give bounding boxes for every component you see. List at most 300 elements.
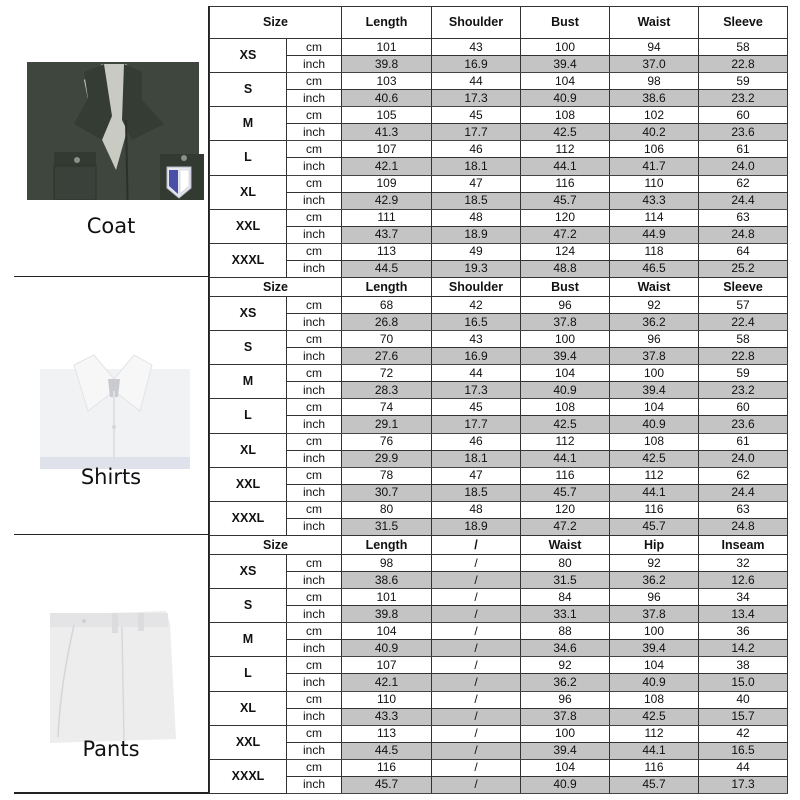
measurement-cell: 92 (521, 657, 610, 674)
measurement-cell: / (432, 691, 521, 708)
measurement-cell: 108 (521, 399, 610, 416)
measurement-cell: 108 (610, 691, 699, 708)
measurement-cell: 104 (521, 365, 610, 382)
table-row (210, 141, 788, 158)
measurement-cell: 76 (342, 433, 432, 450)
measurement-cell: 111 (342, 209, 432, 226)
measurement-cell: 48.8 (521, 260, 610, 277)
table-row (210, 331, 788, 348)
measurement-cell: 100 (521, 725, 610, 742)
column-header: Waist (521, 536, 610, 555)
measurement-cell: 116 (521, 467, 610, 484)
unit-label: cm (287, 297, 342, 314)
measurement-cell: 23.6 (699, 124, 788, 141)
column-header: / (432, 536, 521, 555)
measurement-cell: 44.5 (342, 742, 432, 759)
measurement-cell: 40.9 (521, 90, 610, 107)
measurement-cell: 80 (342, 501, 432, 518)
measurement-cell: 40.9 (342, 640, 432, 657)
measurement-cell: 40.9 (610, 674, 699, 691)
measurement-cell: 32 (699, 555, 788, 572)
unit-label: inch (287, 708, 342, 725)
measurement-cell: 36.2 (521, 674, 610, 691)
measurement-cell: 105 (342, 107, 432, 124)
table-row (210, 433, 788, 450)
measurement-cell: 18.1 (432, 158, 521, 175)
header-row (210, 7, 788, 39)
measurement-cell: 29.9 (342, 450, 432, 467)
measurement-cell: 63 (699, 501, 788, 518)
table-row (210, 226, 788, 243)
measurement-cell: 59 (699, 73, 788, 90)
measurement-cell: 43 (432, 331, 521, 348)
measurement-cell: 36.2 (610, 314, 699, 331)
size-label: M (210, 623, 287, 657)
measurement-cell: 34.6 (521, 640, 610, 657)
unit-label: inch (287, 158, 342, 175)
measurement-cell: / (432, 759, 521, 776)
measurement-cell: 112 (610, 725, 699, 742)
measurement-cell: 47 (432, 175, 521, 192)
unit-label: cm (287, 39, 342, 56)
measurement-cell: 25.2 (699, 260, 788, 277)
measurement-cell: 103 (342, 73, 432, 90)
measurement-cell: / (432, 555, 521, 572)
size-label: XXXL (210, 759, 287, 793)
measurement-cell: 110 (342, 691, 432, 708)
table-row (210, 382, 788, 399)
measurement-cell: 39.4 (610, 382, 699, 399)
measurement-cell: 27.6 (342, 348, 432, 365)
table-row (210, 314, 788, 331)
measurement-cell: 108 (521, 107, 610, 124)
size-label: XXL (210, 467, 287, 501)
measurement-cell: 96 (521, 297, 610, 314)
table-row (210, 725, 788, 742)
table-row (210, 39, 788, 56)
table-row (210, 399, 788, 416)
measurement-cell: 62 (699, 467, 788, 484)
measurement-cell: 24.4 (699, 192, 788, 209)
measurement-cell: 39.4 (521, 348, 610, 365)
unit-label: cm (287, 399, 342, 416)
measurement-cell: 120 (521, 501, 610, 518)
unit-label: inch (287, 742, 342, 759)
column-header: Waist (610, 278, 699, 297)
unit-label: inch (287, 572, 342, 589)
measurement-cell: / (432, 674, 521, 691)
measurement-cell: 15.7 (699, 708, 788, 725)
measurement-cell: 45.7 (342, 776, 432, 793)
product-image-pants (14, 565, 209, 745)
unit-label: inch (287, 192, 342, 209)
measurement-cell: 13.4 (699, 606, 788, 623)
measurement-cell: 18.5 (432, 484, 521, 501)
unit-label: cm (287, 467, 342, 484)
measurement-cell: 124 (521, 243, 610, 260)
product-panel-shirts (14, 277, 209, 535)
measurement-cell: 40.9 (521, 382, 610, 399)
measurement-cell: 14.2 (699, 640, 788, 657)
measurement-cell: 101 (342, 39, 432, 56)
size-label: XS (210, 39, 287, 73)
measurement-cell: 42.5 (610, 708, 699, 725)
size-table-shirts (209, 277, 788, 536)
unit-label: inch (287, 382, 342, 399)
measurement-cell: 61 (699, 433, 788, 450)
measurement-cell: 100 (610, 623, 699, 640)
measurement-cell: 26.8 (342, 314, 432, 331)
measurement-cell: 37.0 (610, 56, 699, 73)
measurement-cell: 101 (342, 589, 432, 606)
table-row (210, 73, 788, 90)
table-row (210, 175, 788, 192)
unit-label: cm (287, 331, 342, 348)
section-shirts (14, 277, 787, 535)
measurement-cell: 18.5 (432, 192, 521, 209)
measurement-cell: 19.3 (432, 260, 521, 277)
measurement-cell: 120 (521, 209, 610, 226)
measurement-cell: 44.1 (610, 742, 699, 759)
measurement-cell: 17.7 (432, 416, 521, 433)
size-label: L (210, 657, 287, 691)
measurement-cell: 16.5 (432, 314, 521, 331)
measurement-cell: / (432, 742, 521, 759)
column-header: Sleeve (699, 278, 788, 297)
unit-label: inch (287, 90, 342, 107)
product-panel-coat (14, 6, 209, 277)
measurement-cell: 84 (521, 589, 610, 606)
measurement-cell: 98 (342, 555, 432, 572)
measurement-cell: 23.2 (699, 382, 788, 399)
measurement-cell: 36 (699, 623, 788, 640)
size-label: S (210, 589, 287, 623)
size-label: L (210, 141, 287, 175)
table-row (210, 107, 788, 124)
product-image-shirts (14, 307, 209, 487)
size-header: Size (210, 536, 342, 555)
unit-label: cm (287, 759, 342, 776)
measurement-cell: 42.9 (342, 192, 432, 209)
measurement-cell: 42 (432, 297, 521, 314)
measurement-cell: 80 (521, 555, 610, 572)
measurement-cell: 24.8 (699, 226, 788, 243)
measurement-cell: 44 (432, 73, 521, 90)
measurement-cell: 109 (342, 175, 432, 192)
table-row (210, 450, 788, 467)
measurement-cell: 47 (432, 467, 521, 484)
measurement-cell: 16.9 (432, 56, 521, 73)
measurement-cell: 42.1 (342, 674, 432, 691)
table-row (210, 640, 788, 657)
measurement-cell: 46 (432, 433, 521, 450)
measurement-cell: 39.4 (521, 742, 610, 759)
measurement-cell: / (432, 623, 521, 640)
unit-label: inch (287, 226, 342, 243)
table-row (210, 484, 788, 501)
measurement-cell: 45.7 (610, 518, 699, 535)
size-label: M (210, 107, 287, 141)
measurement-cell: 104 (610, 657, 699, 674)
measurement-cell: 39.8 (342, 606, 432, 623)
measurement-cell: / (432, 572, 521, 589)
measurement-cell: 40.6 (342, 90, 432, 107)
measurement-cell: 110 (610, 175, 699, 192)
size-label: XXL (210, 725, 287, 759)
measurement-cell: 113 (342, 243, 432, 260)
measurement-cell: 18.1 (432, 450, 521, 467)
measurement-cell: 44.1 (521, 450, 610, 467)
column-header: Shoulder (432, 278, 521, 297)
column-header: Hip (610, 536, 699, 555)
measurement-cell: 45 (432, 107, 521, 124)
measurement-cell: 44 (432, 365, 521, 382)
table-row (210, 623, 788, 640)
table-row (210, 243, 788, 260)
table-row (210, 158, 788, 175)
measurement-cell: 78 (342, 467, 432, 484)
measurement-cell: 61 (699, 141, 788, 158)
measurement-cell: 104 (342, 623, 432, 640)
measurement-cell: 92 (610, 297, 699, 314)
measurement-cell: 38.6 (342, 572, 432, 589)
measurement-cell: 16.9 (432, 348, 521, 365)
measurement-cell: 17.7 (432, 124, 521, 141)
table-row (210, 589, 788, 606)
measurement-cell: 37.8 (521, 314, 610, 331)
unit-label: inch (287, 674, 342, 691)
size-label: XL (210, 691, 287, 725)
size-header: Size (210, 7, 342, 39)
column-header: Sleeve (699, 7, 788, 39)
measurement-cell: 116 (342, 759, 432, 776)
measurement-cell: 40.9 (521, 776, 610, 793)
size-label: XS (210, 555, 287, 589)
measurement-cell: 100 (610, 365, 699, 382)
table-row (210, 501, 788, 518)
unit-label: cm (287, 691, 342, 708)
measurement-cell: 107 (342, 657, 432, 674)
measurement-cell: 58 (699, 39, 788, 56)
measurement-cell: 96 (610, 331, 699, 348)
column-header: Inseam (699, 536, 788, 555)
measurement-cell: 96 (521, 691, 610, 708)
measurement-cell: 88 (521, 623, 610, 640)
section-coat (14, 6, 787, 277)
pants-image (14, 565, 209, 745)
measurement-cell: 100 (521, 331, 610, 348)
unit-label: inch (287, 606, 342, 623)
measurement-cell: 42.5 (521, 124, 610, 141)
measurement-cell: 37.8 (610, 606, 699, 623)
measurement-cell: 29.1 (342, 416, 432, 433)
measurement-cell: / (432, 776, 521, 793)
measurement-cell: 40 (699, 691, 788, 708)
table-row (210, 759, 788, 776)
unit-label: cm (287, 107, 342, 124)
measurement-cell: 112 (521, 433, 610, 450)
header-row (210, 536, 788, 555)
table-row (210, 124, 788, 141)
measurement-cell: 42.5 (521, 416, 610, 433)
measurement-cell: 118 (610, 243, 699, 260)
unit-label: cm (287, 365, 342, 382)
table-row (210, 192, 788, 209)
column-header: Length (342, 278, 432, 297)
measurement-cell: 44.1 (610, 484, 699, 501)
table-row (210, 606, 788, 623)
measurement-cell: 15.0 (699, 674, 788, 691)
table-row (210, 209, 788, 226)
measurement-cell: 72 (342, 365, 432, 382)
measurement-cell: 42.5 (610, 450, 699, 467)
table-row (210, 365, 788, 382)
measurement-cell: 60 (699, 107, 788, 124)
product-label: Coat (86, 214, 136, 238)
table-row (210, 657, 788, 674)
unit-label: cm (287, 657, 342, 674)
unit-label: inch (287, 348, 342, 365)
table-row (210, 742, 788, 759)
size-label: XL (210, 433, 287, 467)
column-header: Bust (521, 278, 610, 297)
measurement-cell: 18.9 (432, 518, 521, 535)
measurement-cell: 24.0 (699, 450, 788, 467)
table-row (210, 572, 788, 589)
unit-label: cm (287, 433, 342, 450)
measurement-cell: 96 (610, 589, 699, 606)
measurement-cell: 43.7 (342, 226, 432, 243)
measurement-cell: 36.2 (610, 572, 699, 589)
measurement-cell: 63 (699, 209, 788, 226)
size-label: S (210, 331, 287, 365)
measurement-cell: 24.0 (699, 158, 788, 175)
measurement-cell: 22.8 (699, 348, 788, 365)
measurement-cell: 38 (699, 657, 788, 674)
measurement-cell: 116 (610, 501, 699, 518)
unit-label: cm (287, 555, 342, 572)
measurement-cell: 24.4 (699, 484, 788, 501)
measurement-cell: 17.3 (432, 382, 521, 399)
size-label: M (210, 365, 287, 399)
measurement-cell: 43.3 (342, 708, 432, 725)
table-row (210, 56, 788, 73)
table-row (210, 260, 788, 277)
table-row (210, 416, 788, 433)
measurement-cell: 112 (610, 467, 699, 484)
column-header: Shoulder (432, 7, 521, 39)
unit-label: cm (287, 589, 342, 606)
measurement-cell: 100 (521, 39, 610, 56)
measurement-cell: 30.7 (342, 484, 432, 501)
unit-label: cm (287, 73, 342, 90)
measurement-cell: 42.1 (342, 158, 432, 175)
measurement-cell: 104 (521, 73, 610, 90)
product-label: Shirts (80, 465, 142, 489)
table-row (210, 518, 788, 535)
unit-label: cm (287, 501, 342, 518)
measurement-cell: 116 (610, 759, 699, 776)
table-row (210, 674, 788, 691)
unit-label: cm (287, 209, 342, 226)
size-table-pants (209, 535, 788, 794)
measurement-cell: 23.6 (699, 416, 788, 433)
unit-label: inch (287, 518, 342, 535)
unit-label: inch (287, 640, 342, 657)
table-row (210, 467, 788, 484)
measurement-cell: / (432, 725, 521, 742)
measurement-cell: 45.7 (521, 192, 610, 209)
unit-label: inch (287, 484, 342, 501)
measurement-cell: / (432, 708, 521, 725)
measurement-cell: 39.8 (342, 56, 432, 73)
measurement-cell: 28.3 (342, 382, 432, 399)
unit-label: cm (287, 623, 342, 640)
table-row (210, 691, 788, 708)
size-label: XXL (210, 209, 287, 243)
measurement-cell: 44.9 (610, 226, 699, 243)
measurement-cell: 46.5 (610, 260, 699, 277)
measurement-cell: 44.5 (342, 260, 432, 277)
unit-label: inch (287, 314, 342, 331)
measurement-cell: 102 (610, 107, 699, 124)
measurement-cell: 45 (432, 399, 521, 416)
measurement-cell: 39.4 (610, 640, 699, 657)
table-row (210, 708, 788, 725)
section-pants (14, 535, 787, 793)
measurement-cell: 108 (610, 433, 699, 450)
measurement-cell: 47.2 (521, 226, 610, 243)
measurement-cell: 22.8 (699, 56, 788, 73)
column-header: Length (342, 536, 432, 555)
measurement-cell: 114 (610, 209, 699, 226)
measurement-cell: 38.6 (610, 90, 699, 107)
size-header: Size (210, 278, 342, 297)
unit-label: cm (287, 141, 342, 158)
unit-label: inch (287, 260, 342, 277)
measurement-cell: 39.4 (521, 56, 610, 73)
unit-label: inch (287, 450, 342, 467)
measurement-cell: 40.9 (610, 416, 699, 433)
unit-label: cm (287, 725, 342, 742)
table-row (210, 348, 788, 365)
measurement-cell: 64 (699, 243, 788, 260)
measurement-cell: 41.7 (610, 158, 699, 175)
product-label: Pants (82, 737, 140, 761)
column-header: Bust (521, 7, 610, 39)
measurement-cell: 44 (699, 759, 788, 776)
measurement-cell: 49 (432, 243, 521, 260)
measurement-cell: 104 (521, 759, 610, 776)
measurement-cell: 116 (521, 175, 610, 192)
size-label: S (210, 73, 287, 107)
measurement-cell: / (432, 640, 521, 657)
measurement-cell: 12.6 (699, 572, 788, 589)
size-label: XS (210, 297, 287, 331)
product-image-coat (14, 20, 209, 200)
measurement-cell: 24.8 (699, 518, 788, 535)
measurement-cell: 48 (432, 501, 521, 518)
measurement-cell: 23.2 (699, 90, 788, 107)
measurement-cell: 42 (699, 725, 788, 742)
measurement-cell: 16.5 (699, 742, 788, 759)
measurement-cell: 33.1 (521, 606, 610, 623)
measurement-cell: 17.3 (432, 90, 521, 107)
coat-image (14, 20, 209, 200)
size-table-coat (209, 6, 788, 278)
shirt-image (14, 307, 209, 487)
measurement-cell: 74 (342, 399, 432, 416)
